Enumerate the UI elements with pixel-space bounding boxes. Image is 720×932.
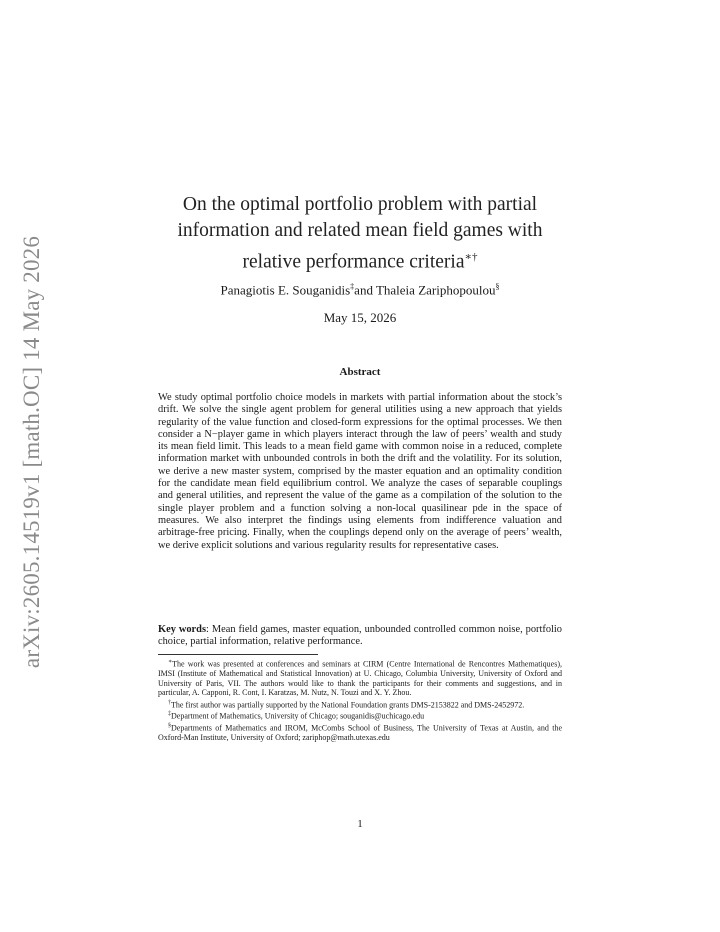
- footnote-mark: ∗: [168, 659, 173, 665]
- footnote-text: The work was presented at conferences and seminars at CIRM (Centre International de Rencontres Mathematiques), IMSI (Institute of Mathematical and Statistical Innovation) at U. Chicago, Columbia University, University of Oxford and University of Paris, VII. The authors would like to thank the participants for their comments and suggestions, and in particular, A. Capponi, R. Cont, I. Karatzas, M. Nutz, N. Touzi and X. Y. Zhou.: [158, 659, 562, 698]
- keywords-text: : Mean field games, master equation, unbounded controlled common noise, portfolio choice, partial information, relative performance.: [158, 624, 562, 648]
- footnote-text: Departments of Mathematics and IROM, McCombs School of Business, The University of Texas at Austin, and the Oxford-Man Institute, University of Oxford; zariphop@math.utexas.edu: [158, 723, 562, 743]
- footnotes: [158, 658, 562, 743]
- paper-title: [150, 192, 570, 276]
- footnote-divider: [158, 654, 318, 655]
- keywords-paragraph: [158, 624, 562, 649]
- footnote-mark: ‡: [168, 711, 171, 718]
- page-number: 1: [357, 818, 363, 830]
- abstract-heading: Abstract: [339, 366, 381, 378]
- author-mark-1: ‡: [350, 282, 355, 291]
- footnote-acknowledgements: [158, 658, 562, 698]
- footnote-mark: §: [168, 723, 171, 730]
- arxiv-identifier-text: arXiv:2605.14519v1 [math.OC] 14 May 2026: [19, 235, 44, 669]
- footnote-funding: [158, 699, 562, 710]
- author-name-2: Thaleia Zariphopoulou: [375, 282, 496, 298]
- author-mark-2: §: [495, 282, 500, 291]
- author-line: [150, 282, 570, 298]
- footnote-mark: †: [168, 699, 171, 706]
- abstract-body: We study optimal portfolio choice models in markets with partial information about the stock’s drift. We solve the single agent problem for general utilities using a new approach that yields regularity of the value function and closed-form expressions for the optimal processes. We then consider a N−player game in which players interact through the law of peers’ wealth and study its mean field limit. This leads to a mean field game with common noise in a reduced, complete information market with unbounded controls in both the drift and the volatility. For its solution, we derive a new master system, comprised by the master equation and an optimality condition for the candidate mean field equilibrium control. We analyze the cases of separable couplings and general utilities, and represent the value of the game as a compilation of the solution to the single player problem and a function solving a non-local quasilinear pde in the space of measures. We also interpret the findings using elements from indifference valuation and arbitrage-free pricing. Finally, when the couplings depend only on the average of peers’ wealth, we derive explicit solutions and various regularity results for representative cases.: [158, 392, 562, 551]
- footnote-affiliation-1: [158, 710, 562, 721]
- footnote-text: Department of Mathematics, University of Chicago; souganidis@uchicago.edu: [171, 711, 425, 721]
- footnote-text: The first author was partially supported by the National Foundation grants DMS-2153822 and DMS-2452972.: [171, 700, 525, 710]
- author-connector: and: [354, 282, 376, 298]
- keywords-label: Key words: [158, 624, 206, 635]
- title-footnote-marks: ∗†: [464, 251, 478, 263]
- paper-title-text: On the optimal portfolio problem with partial information and related mean field games with relative performance criteria: [177, 194, 543, 273]
- footnote-affiliation-2: [158, 722, 562, 743]
- arxiv-identifier-stamp: [8, 235, 56, 669]
- author-name-1: Panagiotis E. Souganidis: [220, 282, 351, 298]
- paper-date: May 15, 2026: [323, 310, 397, 325]
